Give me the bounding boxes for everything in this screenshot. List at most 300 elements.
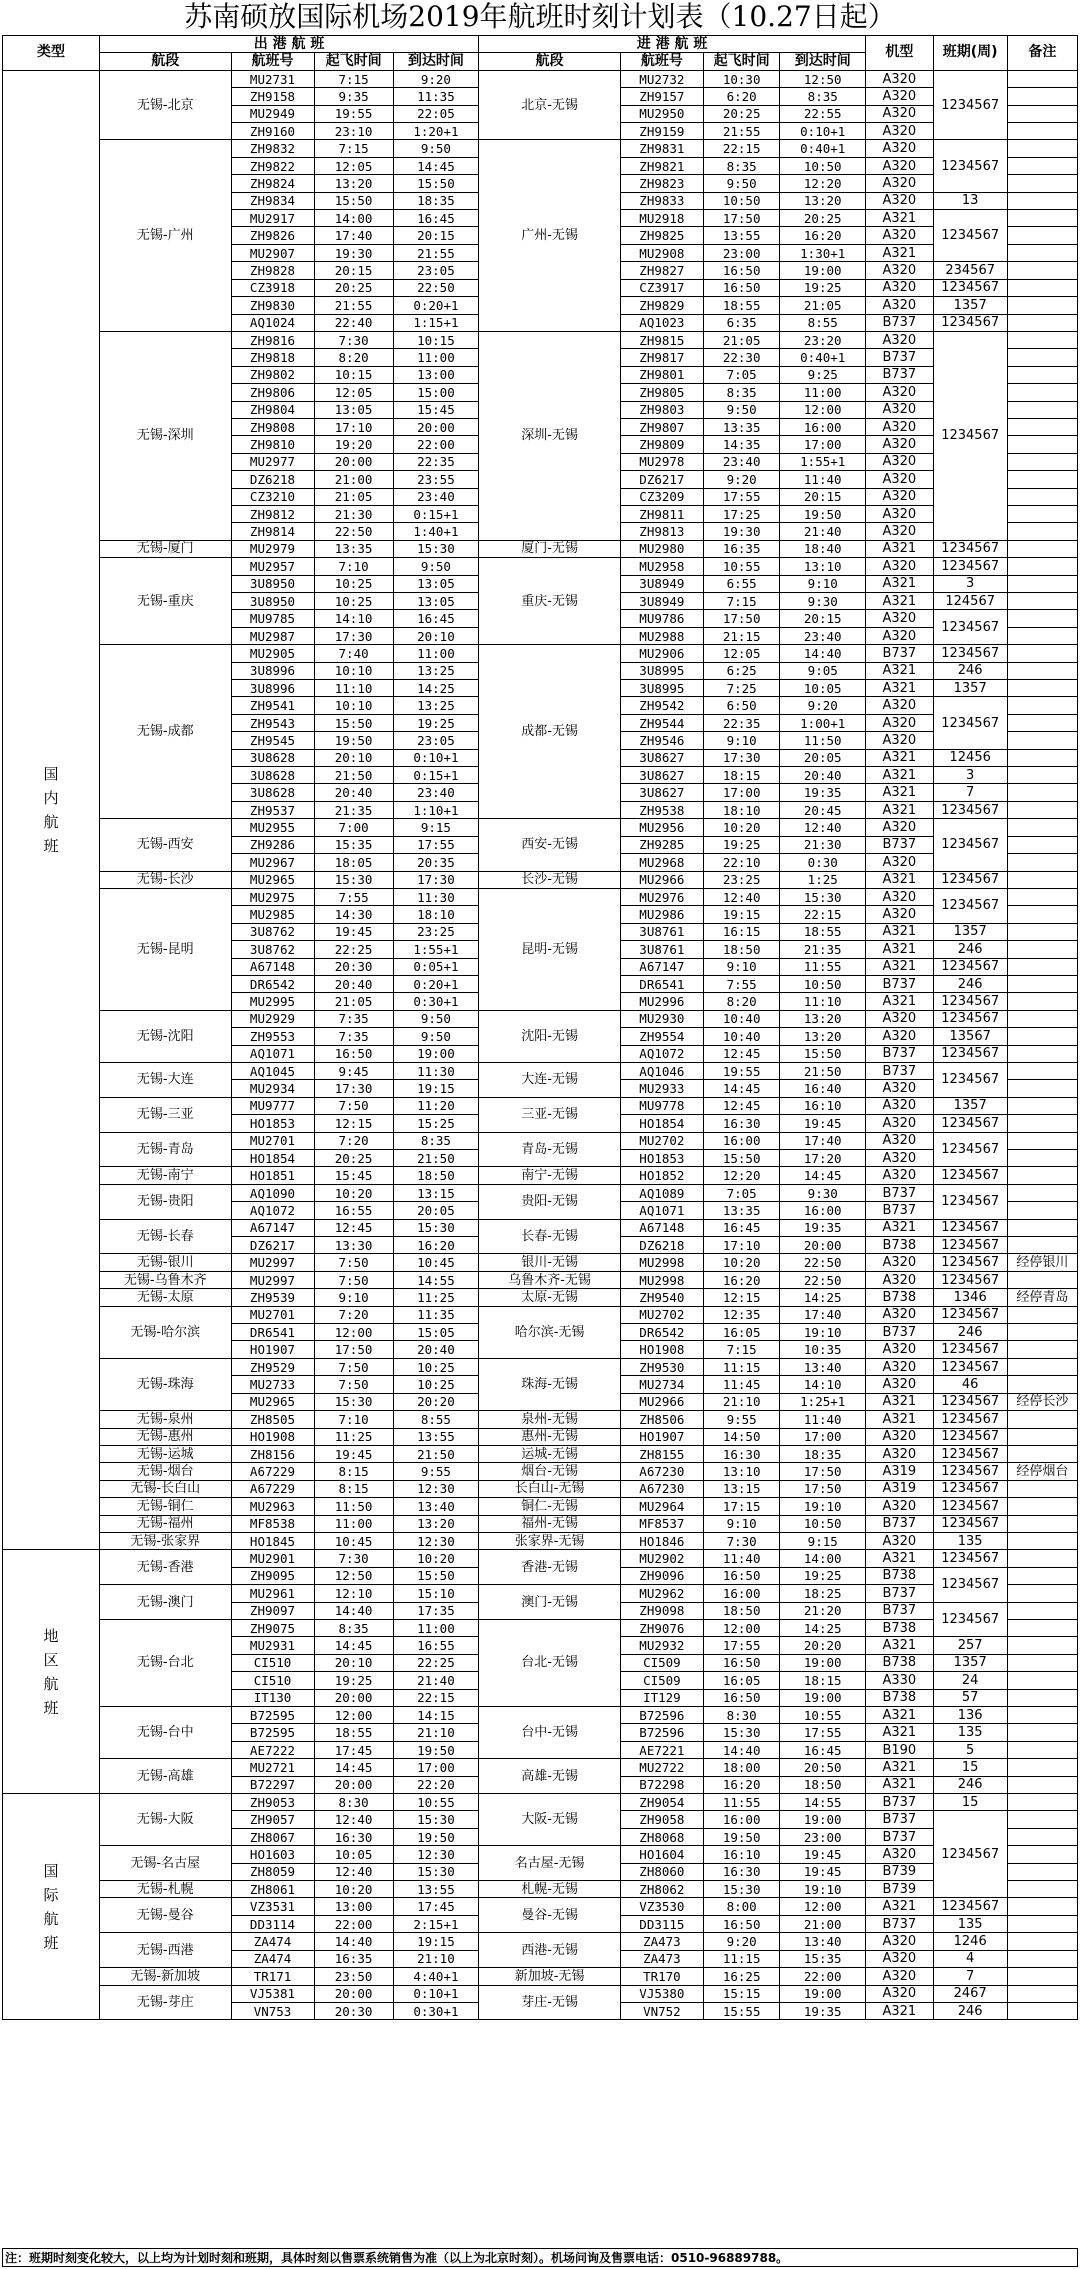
inbound-dep-time: 11:40 [703, 1550, 780, 1567]
schedule-days-cell: 1246 [933, 1933, 1007, 1950]
outbound-arr-time: 18:35 [393, 192, 479, 209]
outbound-flight-no: MU2733 [231, 1376, 314, 1393]
outbound-flight-no: ZH9158 [231, 88, 314, 105]
schedule-days-cell: 246 [933, 1776, 1007, 1793]
aircraft-type: A320 [866, 279, 934, 296]
outbound-route-cell: 无锡-广州 [100, 140, 232, 331]
outbound-flight-no: MU2967 [231, 854, 314, 871]
outbound-flight-no: A67229 [231, 1480, 314, 1497]
remarks-cell: 经停烟台 [1007, 1463, 1077, 1480]
inbound-arr-time: 13:20 [780, 1010, 866, 1027]
outbound-arr-time: 17:30 [393, 871, 479, 888]
outbound-arr-time: 8:55 [393, 1411, 479, 1428]
outbound-flight-no: 3U8628 [231, 749, 314, 766]
inbound-dep-time: 10:55 [703, 558, 780, 575]
outbound-flight-no: ZA474 [231, 1950, 314, 1967]
outbound-route-cell: 无锡-大连 [100, 1062, 232, 1097]
inbound-dep-time: 7:25 [703, 680, 780, 697]
inbound-flight-no: MU2998 [620, 1254, 703, 1271]
header-remarks: 备注 [1007, 36, 1077, 71]
aircraft-type: B737 [866, 1324, 934, 1341]
outbound-route-cell: 无锡-乌鲁木齐 [100, 1271, 232, 1288]
inbound-flight-no: 3U8627 [620, 784, 703, 801]
outbound-arr-time: 21:40 [393, 1672, 479, 1689]
inbound-dep-time: 16:50 [703, 1689, 780, 1706]
outbound-flight-no: MF8538 [231, 1515, 314, 1532]
remarks-cell [1007, 1045, 1077, 1062]
inbound-arr-time: 10:55 [780, 1707, 866, 1724]
inbound-arr-time: 20:05 [780, 749, 866, 766]
inbound-arr-time: 11:55 [780, 958, 866, 975]
outbound-flight-no: MU2917 [231, 210, 314, 227]
inbound-arr-time: 22:15 [780, 906, 866, 923]
schedule-days-cell: 1234567 [933, 1254, 1007, 1271]
outbound-dep-time: 7:50 [314, 1254, 393, 1271]
inbound-dep-time: 6:35 [703, 314, 780, 331]
outbound-arr-time: 15:10 [393, 1585, 479, 1602]
inbound-flight-no: MU9786 [620, 610, 703, 627]
inbound-dep-time: 16:15 [703, 923, 780, 940]
aircraft-type: A320 [866, 157, 934, 174]
aircraft-type: A321 [866, 749, 934, 766]
table-row [3, 1097, 1078, 1114]
outbound-arr-time: 23:40 [393, 488, 479, 505]
outbound-arr-time: 19:50 [393, 1828, 479, 1845]
inbound-dep-time: 17:25 [703, 505, 780, 522]
inbound-arr-time: 19:10 [780, 1881, 866, 1898]
inbound-route-cell: 台中-无锡 [479, 1707, 621, 1759]
schedule-days-cell: 1234567 [933, 279, 1007, 296]
inbound-flight-no: AQ1023 [620, 314, 703, 331]
outbound-arr-time: 15:05 [393, 1324, 479, 1341]
outbound-flight-no: ZH9539 [231, 1289, 314, 1306]
table-row [3, 1306, 1078, 1323]
outbound-flight-no: B72297 [231, 1776, 314, 1793]
inbound-dep-time: 16:05 [703, 1672, 780, 1689]
remarks-cell [1007, 854, 1077, 871]
inbound-dep-time: 7:05 [703, 1184, 780, 1201]
outbound-dep-time: 18:05 [314, 854, 393, 871]
inbound-flight-no: ZH9159 [620, 123, 703, 140]
aircraft-type: A321 [866, 1898, 934, 1915]
inbound-arr-time: 13:20 [780, 192, 866, 209]
table-row [3, 819, 1078, 836]
header-in-route: 航段 [479, 53, 621, 70]
outbound-arr-time: 22:00 [393, 436, 479, 453]
schedule-days-cell: 1234567 [933, 1062, 1007, 1097]
schedule-days-cell: 15 [933, 1794, 1007, 1811]
aircraft-type: A320 [866, 1306, 934, 1323]
outbound-flight-no: MU2987 [231, 627, 314, 644]
inbound-dep-time: 9:10 [703, 732, 780, 749]
table-row [3, 1515, 1078, 1532]
inbound-route-cell: 乌鲁木齐-无锡 [479, 1271, 621, 1288]
remarks-cell [1007, 1689, 1077, 1706]
inbound-arr-time: 14:25 [780, 1619, 866, 1636]
outbound-flight-no: MU2965 [231, 1393, 314, 1410]
inbound-dep-time: 23:00 [703, 244, 780, 261]
outbound-arr-time: 8:35 [393, 1132, 479, 1149]
inbound-arr-time: 1:55+1 [780, 453, 866, 470]
remarks-cell [1007, 70, 1077, 87]
inbound-dep-time: 21:05 [703, 331, 780, 348]
inbound-dep-time: 10:20 [703, 819, 780, 836]
schedule-days-cell: 1234567 [933, 888, 1007, 923]
outbound-arr-time: 9:50 [393, 1028, 479, 1045]
schedule-days-cell: 246 [933, 2002, 1007, 2019]
inbound-route-cell: 泉州-无锡 [479, 1411, 621, 1428]
inbound-arr-time: 13:40 [780, 1933, 866, 1950]
remarks-cell [1007, 105, 1077, 122]
outbound-flight-no: TR171 [231, 1968, 314, 1985]
inbound-dep-time: 18:00 [703, 1759, 780, 1776]
outbound-dep-time: 14:00 [314, 210, 393, 227]
remarks-cell [1007, 1602, 1077, 1619]
inbound-flight-no: A67230 [620, 1463, 703, 1480]
inbound-flight-no: DR6541 [620, 975, 703, 992]
aircraft-type: B190 [866, 1741, 934, 1758]
aircraft-type: A320 [866, 192, 934, 209]
remarks-cell [1007, 1271, 1077, 1288]
inbound-flight-no: ZH9058 [620, 1811, 703, 1828]
outbound-route-cell: 无锡-大阪 [100, 1794, 232, 1846]
inbound-dep-time: 12:45 [703, 1097, 780, 1114]
remarks-cell [1007, 993, 1077, 1010]
schedule-days-cell: 1357 [933, 680, 1007, 697]
schedule-days-cell: 1234567 [933, 1010, 1007, 1027]
outbound-arr-time: 15:30 [393, 1863, 479, 1880]
schedule-days-cell: 1234567 [933, 1550, 1007, 1567]
inbound-dep-time: 17:50 [703, 210, 780, 227]
remarks-cell [1007, 505, 1077, 522]
schedule-days-cell: 1234567 [933, 70, 1007, 140]
outbound-flight-no: AQ1071 [231, 1045, 314, 1062]
table-row [3, 645, 1078, 662]
outbound-dep-time: 20:15 [314, 262, 393, 279]
aircraft-type: A320 [866, 1846, 934, 1863]
aircraft-type: A320 [866, 1376, 934, 1393]
outbound-dep-time: 9:35 [314, 88, 393, 105]
outbound-arr-time: 16:55 [393, 1637, 479, 1654]
inbound-arr-time: 20:15 [780, 610, 866, 627]
inbound-dep-time: 16:30 [703, 1115, 780, 1132]
outbound-arr-time: 14:55 [393, 1271, 479, 1288]
outbound-dep-time: 18:55 [314, 1724, 393, 1741]
outbound-flight-no: B72595 [231, 1724, 314, 1741]
inbound-route-cell: 深圳-无锡 [479, 331, 621, 540]
schedule-days-cell: 1234567 [933, 540, 1007, 557]
outbound-dep-time: 19:20 [314, 436, 393, 453]
inbound-dep-time: 16:50 [703, 1915, 780, 1932]
outbound-arr-time: 10:25 [393, 1376, 479, 1393]
inbound-dep-time: 16:25 [703, 1968, 780, 1985]
outbound-arr-time: 23:40 [393, 784, 479, 801]
outbound-dep-time: 11:10 [314, 680, 393, 697]
outbound-flight-no: IT130 [231, 1689, 314, 1706]
outbound-flight-no: MU2979 [231, 540, 314, 557]
outbound-flight-no: ZH9818 [231, 349, 314, 366]
remarks-cell [1007, 1376, 1077, 1393]
table-row [3, 1132, 1078, 1149]
outbound-dep-time: 21:55 [314, 297, 393, 314]
inbound-arr-time: 12:00 [780, 401, 866, 418]
inbound-dep-time: 12:40 [703, 888, 780, 905]
outbound-arr-time: 2:15+1 [393, 1915, 479, 1932]
inbound-dep-time: 17:00 [703, 784, 780, 801]
schedule-days-cell: 1234567 [933, 1132, 1007, 1167]
outbound-arr-time: 9:50 [393, 140, 479, 157]
aircraft-type: A321 [866, 1637, 934, 1654]
table-row [3, 1532, 1078, 1549]
outbound-arr-time: 20:35 [393, 854, 479, 871]
inbound-dep-time: 16:00 [703, 1132, 780, 1149]
outbound-flight-no: HO1603 [231, 1846, 314, 1863]
inbound-arr-time: 19:45 [780, 1846, 866, 1863]
inbound-dep-time: 8:35 [703, 157, 780, 174]
outbound-dep-time: 23:50 [314, 1968, 393, 1985]
outbound-arr-time: 16:45 [393, 610, 479, 627]
inbound-dep-time: 6:50 [703, 697, 780, 714]
inbound-flight-no: A67148 [620, 1219, 703, 1236]
outbound-flight-no: ZH9802 [231, 366, 314, 383]
remarks-cell [1007, 1619, 1077, 1636]
inbound-flight-no: TR170 [620, 1968, 703, 1985]
inbound-flight-no: ZH9823 [620, 175, 703, 192]
outbound-arr-time: 11:00 [393, 645, 479, 662]
outbound-arr-time: 0:15+1 [393, 767, 479, 784]
inbound-dep-time: 12:45 [703, 1045, 780, 1062]
outbound-dep-time: 14:40 [314, 1933, 393, 1950]
inbound-arr-time: 14:25 [780, 1289, 866, 1306]
inbound-flight-no: MU2966 [620, 1393, 703, 1410]
inbound-flight-no: ZH9530 [620, 1358, 703, 1375]
outbound-flight-no: VN753 [231, 2002, 314, 2019]
inbound-dep-time: 15:30 [703, 1724, 780, 1741]
outbound-route-cell: 无锡-深圳 [100, 331, 232, 540]
table-row [3, 1062, 1078, 1079]
schedule-days-cell: 1234567 [933, 1515, 1007, 1532]
schedule-days-cell: 46 [933, 1376, 1007, 1393]
remarks-cell [1007, 1097, 1077, 1114]
outbound-route-cell: 无锡-泉州 [100, 1411, 232, 1428]
inbound-flight-no: AQ1071 [620, 1202, 703, 1219]
inbound-flight-no: MU2966 [620, 871, 703, 888]
inbound-flight-no: ZH9825 [620, 227, 703, 244]
inbound-route-cell: 珠海-无锡 [479, 1358, 621, 1410]
outbound-flight-no: MU2963 [231, 1498, 314, 1515]
inbound-arr-time: 1:30+1 [780, 244, 866, 261]
schedule-days-cell: 1357 [933, 1097, 1007, 1114]
outbound-flight-no: HO1845 [231, 1532, 314, 1549]
inbound-dep-time: 12:20 [703, 1167, 780, 1184]
aircraft-type: A320 [866, 523, 934, 540]
inbound-arr-time: 16:45 [780, 1741, 866, 1758]
remarks-cell [1007, 1985, 1077, 2002]
outbound-dep-time: 11:25 [314, 1428, 393, 1445]
inbound-flight-no: HO1853 [620, 1150, 703, 1167]
outbound-dep-time: 12:05 [314, 157, 393, 174]
aircraft-type: A321 [866, 244, 934, 261]
outbound-arr-time: 22:25 [393, 1654, 479, 1671]
inbound-arr-time: 19:00 [780, 1985, 866, 2002]
inbound-dep-time: 11:55 [703, 1794, 780, 1811]
inbound-dep-time: 17:55 [703, 488, 780, 505]
remarks-cell [1007, 1324, 1077, 1341]
outbound-dep-time: 7:50 [314, 1097, 393, 1114]
inbound-arr-time: 21:20 [780, 1602, 866, 1619]
outbound-arr-time: 9:15 [393, 819, 479, 836]
inbound-dep-time: 15:55 [703, 2002, 780, 2019]
aircraft-type: B737 [866, 1062, 934, 1079]
aircraft-type: A320 [866, 1254, 934, 1271]
outbound-flight-no: AE7222 [231, 1741, 314, 1758]
table-row [3, 1881, 1078, 1898]
inbound-flight-no: AQ1072 [620, 1045, 703, 1062]
inbound-route-cell: 大阪-无锡 [479, 1794, 621, 1846]
outbound-dep-time: 12:45 [314, 1219, 393, 1236]
inbound-flight-no: MU2702 [620, 1306, 703, 1323]
outbound-arr-time: 0:15+1 [393, 505, 479, 522]
outbound-route-cell: 无锡-沈阳 [100, 1010, 232, 1062]
remarks-cell [1007, 88, 1077, 105]
outbound-dep-time: 20:40 [314, 975, 393, 992]
inbound-flight-no: HO1604 [620, 1846, 703, 1863]
aircraft-type: A320 [866, 1985, 934, 2002]
inbound-flight-no: ZH9076 [620, 1619, 703, 1636]
outbound-arr-time: 22:05 [393, 105, 479, 122]
remarks-cell [1007, 1480, 1077, 1497]
outbound-arr-time: 1:55+1 [393, 941, 479, 958]
aircraft-type: B738 [866, 1237, 934, 1254]
aircraft-type: A320 [866, 140, 934, 157]
remarks-cell [1007, 540, 1077, 557]
inbound-flight-no: ZH8155 [620, 1445, 703, 1462]
outbound-route-cell: 无锡-贵阳 [100, 1184, 232, 1219]
outbound-dep-time: 20:30 [314, 958, 393, 975]
outbound-arr-time: 11:20 [393, 1097, 479, 1114]
outbound-dep-time: 15:35 [314, 836, 393, 853]
remarks-cell [1007, 1776, 1077, 1793]
outbound-flight-no: MU2997 [231, 1271, 314, 1288]
schedule-days-cell: 246 [933, 975, 1007, 992]
outbound-dep-time: 12:40 [314, 1863, 393, 1880]
outbound-dep-time: 19:55 [314, 105, 393, 122]
aircraft-type: A320 [866, 558, 934, 575]
aircraft-type: A320 [866, 1028, 934, 1045]
outbound-route-cell: 无锡-烟台 [100, 1463, 232, 1480]
inbound-dep-time: 19:30 [703, 523, 780, 540]
aircraft-type: A320 [866, 1010, 934, 1027]
inbound-dep-time: 14:35 [703, 436, 780, 453]
outbound-flight-no: ZH9812 [231, 505, 314, 522]
inbound-dep-time: 16:45 [703, 1219, 780, 1236]
outbound-dep-time: 19:45 [314, 923, 393, 940]
outbound-flight-no: MU2901 [231, 1550, 314, 1567]
outbound-arr-time: 1:15+1 [393, 314, 479, 331]
remarks-cell [1007, 140, 1077, 157]
outbound-arr-time: 13:55 [393, 1428, 479, 1445]
inbound-arr-time: 9:30 [780, 593, 866, 610]
inbound-flight-no: B72298 [620, 1776, 703, 1793]
schedule-days-cell: 1234567 [933, 1306, 1007, 1323]
inbound-flight-no: ZH9817 [620, 349, 703, 366]
outbound-arr-time: 0:30+1 [393, 993, 479, 1010]
outbound-dep-time: 7:15 [314, 140, 393, 157]
aircraft-type: B737 [866, 1811, 934, 1828]
inbound-dep-time: 16:20 [703, 1776, 780, 1793]
remarks-cell [1007, 488, 1077, 505]
inbound-arr-time: 19:45 [780, 1863, 866, 1880]
outbound-arr-time: 10:25 [393, 1358, 479, 1375]
inbound-route-cell: 长白山-无锡 [479, 1480, 621, 1497]
outbound-arr-time: 9:50 [393, 1010, 479, 1027]
outbound-flight-no: MU2905 [231, 645, 314, 662]
inbound-route-cell: 长沙-无锡 [479, 871, 621, 888]
outbound-arr-time: 17:55 [393, 836, 479, 853]
header-out-arr-time: 到达时间 [393, 53, 479, 70]
aircraft-type: A320 [866, 123, 934, 140]
outbound-arr-time: 15:30 [393, 540, 479, 557]
inbound-flight-no: HO1846 [620, 1532, 703, 1549]
remarks-cell [1007, 1237, 1077, 1254]
inbound-arr-time: 15:50 [780, 1045, 866, 1062]
remarks-cell [1007, 1150, 1077, 1167]
schedule-days-cell: 1234567 [933, 1184, 1007, 1219]
aircraft-type: B739 [866, 1881, 934, 1898]
inbound-route-cell: 台北-无锡 [479, 1619, 621, 1706]
table-row [3, 1254, 1078, 1271]
remarks-cell [1007, 958, 1077, 975]
inbound-flight-no: HO1908 [620, 1341, 703, 1358]
inbound-route-cell: 长春-无锡 [479, 1219, 621, 1254]
outbound-route-cell: 无锡-重庆 [100, 558, 232, 645]
outbound-dep-time: 22:00 [314, 1915, 393, 1932]
inbound-dep-time: 8:30 [703, 1707, 780, 1724]
schedule-days-cell: 246 [933, 1324, 1007, 1341]
inbound-dep-time: 19:55 [703, 1062, 780, 1079]
outbound-flight-no: AQ1072 [231, 1202, 314, 1219]
outbound-flight-no: MU2721 [231, 1759, 314, 1776]
remarks-cell [1007, 210, 1077, 227]
inbound-route-cell: 成都-无锡 [479, 645, 621, 819]
inbound-flight-no: MU2962 [620, 1585, 703, 1602]
remarks-cell [1007, 662, 1077, 679]
inbound-dep-time: 14:50 [703, 1428, 780, 1445]
schedule-days-cell: 1234567 [933, 1045, 1007, 1062]
inbound-flight-no: ZH9285 [620, 836, 703, 853]
outbound-flight-no: MU2907 [231, 244, 314, 261]
outbound-route-cell: 无锡-香港 [100, 1550, 232, 1585]
inbound-route-cell: 厦门-无锡 [479, 540, 621, 557]
remarks-cell [1007, 1707, 1077, 1724]
inbound-route-cell: 西安-无锡 [479, 819, 621, 871]
outbound-flight-no: MU2997 [231, 1254, 314, 1271]
aircraft-type: A320 [866, 175, 934, 192]
inbound-flight-no: ZH9813 [620, 523, 703, 540]
aircraft-type: B737 [866, 1045, 934, 1062]
inbound-arr-time: 14:00 [780, 1550, 866, 1567]
schedule-days-cell: 135 [933, 1532, 1007, 1549]
remarks-cell [1007, 975, 1077, 992]
inbound-arr-time: 20:20 [780, 1637, 866, 1654]
inbound-arr-time: 8:35 [780, 88, 866, 105]
inbound-route-cell: 曼谷-无锡 [479, 1898, 621, 1933]
outbound-dep-time: 7:55 [314, 888, 393, 905]
inbound-dep-time: 16:50 [703, 1654, 780, 1671]
outbound-arr-time: 18:10 [393, 906, 479, 923]
inbound-arr-time: 16:10 [780, 1097, 866, 1114]
table-row [3, 1411, 1078, 1428]
